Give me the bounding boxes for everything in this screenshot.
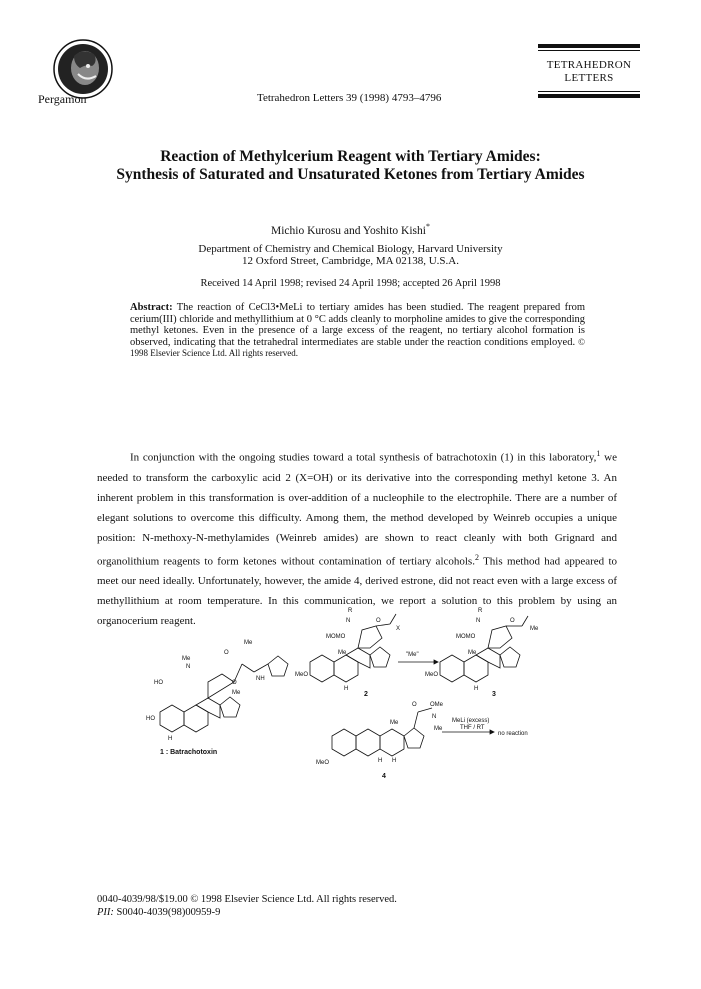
pii-label: PII: [97,907,114,918]
journal-name-line1: TETRAHEDRON [546,59,632,71]
compound-2-structure [310,614,396,682]
compound-2-label: 2 [364,691,368,698]
journal-brand [538,44,640,98]
atom-label-me: Me [530,626,539,632]
atom-label-nh: NH [256,676,265,682]
brand-rule-bottom-thin [538,91,640,92]
atom-label-o: O [232,680,237,686]
atom-label-o: O [412,702,417,708]
arrow-1-reagent: "Me" [406,652,419,658]
atom-label-h: H [168,736,173,742]
article-title [60,148,641,184]
atom-label-n: N [476,618,481,624]
body-text-3: This method had appeared to meet our need ideally. Unfortunately, however, the amide 4, derived estrone, did not react even with a large excess of methyllithium at room temperature. In this communication, we report a solution to this problem by using an organocerium reagent. [97,555,617,628]
affiliation [0,243,701,267]
atom-label-me: Me [390,720,399,726]
atom-label-ome: OMe [430,702,444,708]
atom-label-r: R [478,608,483,614]
footer-pii [97,906,397,919]
atom-label-me: Me [182,656,191,662]
footer-copyright: 0040-4039/98/$19.00 © 1998 Elsevier Science Ltd. All rights reserved. [97,894,397,905]
brand-rule-top-thin [538,50,640,51]
atom-label-meo: MeO [295,672,309,678]
footer [97,893,397,919]
body-text-2: we needed to transform the carboxylic acid 2 (X=OH) or its derivative into the corresponding methyl ketone 3. An inherent problem in this transformation is over-addition of a nucleophile to the electrophile. There are a number of elegant solutions to overcome this difficulty. Among them, the method developed by Weinreb occupies a unique position: N-methoxy-N-methylamides (Weinreb amides) are shown to react cleanly with both Grignard and organolithium reagents to form ketones without contamination of tertiary alcohols. [97,451,617,568]
body-text-1: In conjunction with the ongoing studies toward a total synthesis of batrachotoxin (1) in this laboratory, [130,451,597,464]
atom-label-meo: MeO [316,760,330,766]
atom-label-me: Me [434,726,443,732]
reference-2[interactable]: 2 [474,552,479,562]
atom-label-me: Me [468,650,477,656]
scheme-figure [146,604,570,784]
brand-rule-top [538,44,640,48]
abstract-copyright: © 1998 Elsevier Science Ltd. All rights reserved. [130,336,585,358]
atom-label-h: H [392,758,397,764]
affiliation-line-1: Department of Chemistry and Chemical Biology, Harvard University [198,243,503,255]
compound-3-label: 3 [492,691,496,698]
corresponding-author-mark: * [425,222,430,231]
publisher-name: Pergamon [38,92,87,106]
compound-1-label: 1 : Batrachotoxin [160,749,218,756]
atom-label-me: Me [338,650,347,656]
atom-label-ho: HO [154,680,163,686]
atom-label-momo: MOMO [326,634,346,640]
atom-label-o: O [510,618,515,624]
affiliation-line-2: 12 Oxford Street, Cambridge, MA 02138, U.S.A. [242,255,459,267]
arrow-2-result: no reaction [498,731,528,737]
atom-label-meo: MeO [425,672,439,678]
atom-label-h: H [474,686,479,692]
atom-label-n: N [432,714,437,720]
atom-label-o: O [376,618,381,624]
journal-citation: Tetrahedron Letters 39 (1998) 4793–4796 [257,92,442,104]
abstract-label: Abstract: [130,302,173,313]
atom-label-me: Me [232,690,241,696]
abstract [130,302,585,360]
compound-4-structure [332,708,432,756]
reaction-scheme [146,604,570,784]
atom-label-o: O [224,650,229,656]
title-line-1: Reaction of Methylcerium Reagent with Tertiary Amides: [160,148,541,165]
atom-label-ho: HO [146,716,155,722]
atom-label-h: H [344,686,349,692]
compound-3-structure [440,616,528,682]
received-dates: Received 14 April 1998; revised 24 April 1998; accepted 26 April 1998 [200,278,501,289]
arrow-2-reagent-line2: THF / RT [460,725,485,731]
arrow-2-reagent-line1: MeLi (excess) [452,718,490,724]
journal-name [538,59,640,85]
atom-label-momo: MOMO [456,634,476,640]
authors: Michio Kurosu and Yoshito Kishi [271,224,426,237]
atom-label-x: X [396,626,401,632]
title-line-2: Synthesis of Saturated and Unsaturated Ketones from Tertiary Amides [116,166,585,183]
reference-1[interactable]: 1 [596,449,601,458]
brand-rule-bottom [538,94,640,98]
compound-4-label: 4 [382,773,386,780]
journal-name-line2: LETTERS [564,72,614,84]
author-list [0,222,701,237]
compound-1-structure [160,656,288,732]
publisher-logo [52,38,114,100]
pii-value: S0040-4039(98)00959-9 [116,907,221,918]
atom-label-me: Me [244,640,253,646]
atom-label-n: N [346,618,351,624]
abstract-body: The reaction of CeCl3•MeLi to tertiary amides has been studied. The reagent prepared from cerium(III) chloride and methyllithium at 0 °C adds cleanly to morpholine amides to give the corresponding methyl ketones. Even in the presence of a large excess of the reagent, no tertiary alcohol formation is observed, indicating that the tetrahedral intermediates are stable under the reaction conditions employed. [130,302,585,348]
atom-label-h: H [378,758,383,764]
atom-label-r: R [348,608,353,614]
atom-label-n: N [186,664,191,670]
